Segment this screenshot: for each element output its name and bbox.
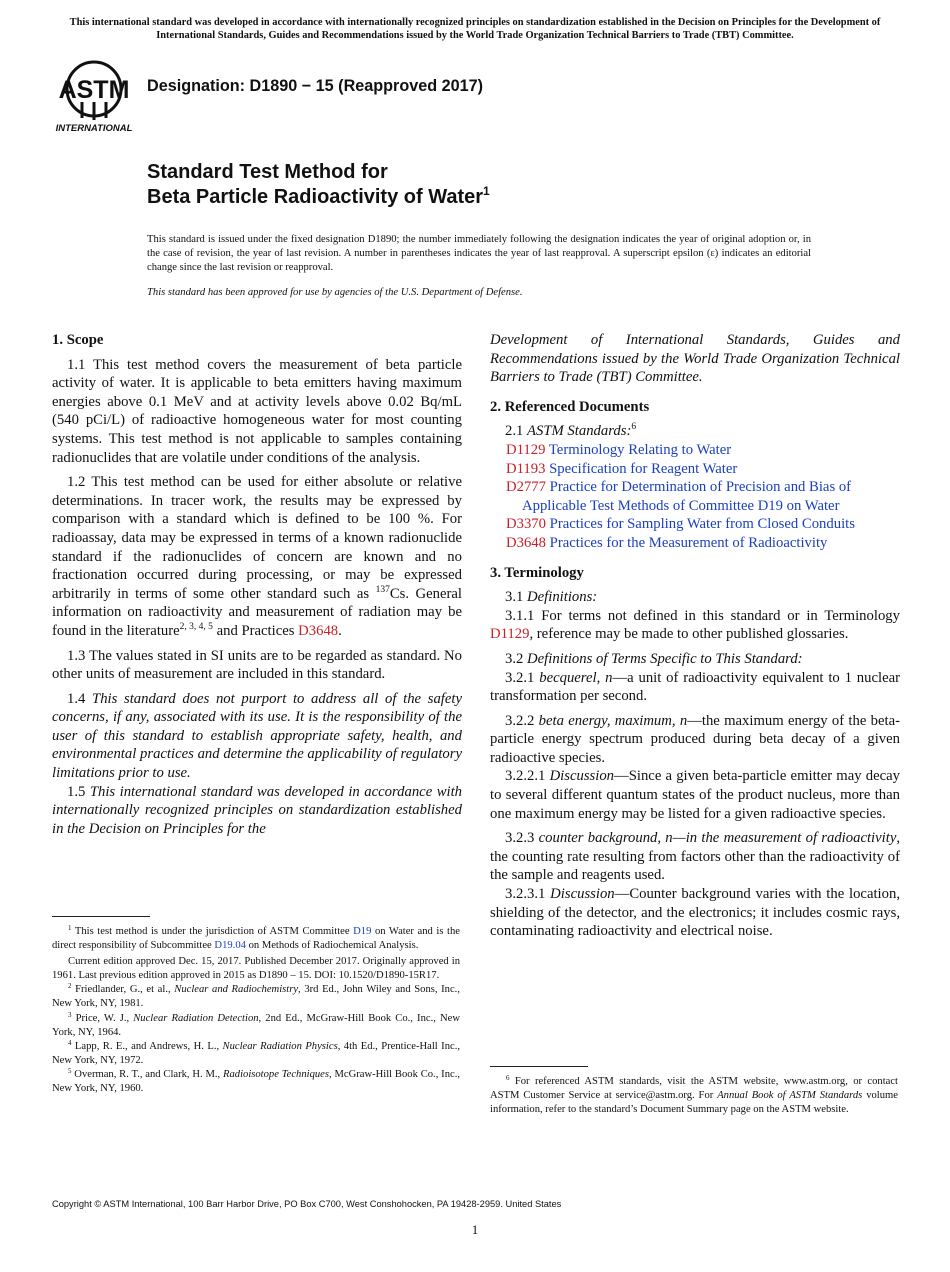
ref-item-d3370[interactable]: D3370 Practices for Sampling Water from Closed Conduits: [506, 516, 855, 533]
footnotes-right: [490, 1075, 898, 1117]
para-1-3: 1.3 The values stated in SI units are to be regarded as standard. No other units of measurement are included in this standard.: [52, 647, 462, 683]
right-column: [490, 331, 900, 941]
para-1-4: 1.4 This standard does not purport to address all of the safety concerns, if any, associated with its use. It is the responsibility of the user of this standard to establish appropriate safety, health, and environmental practices and determine the applicability of regulatory limitations prior to use.: [52, 690, 463, 782]
para-3-2-2: 3.2.2 beta energy, maximum, n—the maximum energy of the beta-particle energy spectrum produced during beta decay of a given radioactive species.: [490, 712, 901, 766]
para-3-1-1: 3.1.1 For terms not defined in this standard or in Terminology D1129, reference may be made to other published glossaries.: [490, 607, 900, 643]
link-d19[interactable]: D19: [353, 926, 372, 937]
link-d1129[interactable]: D1129: [490, 626, 530, 643]
title-line-2-text: Beta Particle Radioactivity of Water: [147, 186, 484, 208]
para-3-2-2-1: 3.2.2.1 Discussion—Since a given beta-particle emitter may decay to several different quantum states of the product nucleus, more than one maximum energy may be listed for a given radioactive species.: [490, 768, 901, 822]
dod-note: This standard has been approved for use by agencies of the U.S. Department of Defense.: [147, 287, 523, 298]
ref-item-d3648[interactable]: D3648 Practices for the Measurement of Radioactivity: [506, 534, 828, 551]
para-1-5-continued: Development of International Standards, Guides and Recommendations issued by the World Trade Organization Technical Barriers to Trade (TBT) Committee.: [490, 332, 900, 386]
footnote-2: $^2$ Friedlander, G., et al., Nuclear and Radiochemistry, 3rd Ed., John Wiley and Sons, Inc., New York, NY, 1981.: [52, 982, 460, 1010]
para-3-2-3: 3.2.3 counter background, n—in the measurement of radioactivity, the counting rate resulting from factors other than the radioactivity of the sample and reagents used.: [490, 830, 901, 884]
scope-heading: 1. Scope: [52, 332, 104, 348]
designation: Designation: D1890 − 15 (Reapproved 2017): [147, 77, 484, 95]
document-title: [147, 160, 490, 210]
copyright-notice: Copyright © ASTM International, 100 Barr Harbor Drive, PO Box C700, West Conshohocken, PA 19428-2959. United States: [52, 1199, 562, 1209]
left-column: [52, 331, 462, 838]
footnote-3: $^3$ Price, W. J., Nuclear Radiation Detection, 2nd Ed., McGraw-Hill Book Co., Inc., New York, NY, 1964.: [52, 1010, 460, 1038]
footnote-4: $^4$ Lapp, R. E., and Andrews, H. L., Nuclear Radiation Physics, 4th Ed., Prentice-Hall Inc., New York, NY, 1972.: [52, 1038, 460, 1066]
ref-item-d1129[interactable]: D1129 Terminology Relating to Water: [506, 441, 732, 458]
referenced-documents-heading: 2. Referenced Documents: [490, 398, 650, 415]
para-3-1: 3.1 Definitions:: [505, 589, 598, 606]
para-3-2: 3.2 Definitions of Terms Specific to This Standard:: [505, 650, 803, 667]
logo-subtext: INTERNATIONAL: [55, 123, 133, 134]
para-3-2-1: 3.2.1 becquerel, n—a unit of radioactivity equivalent to 1 nuclear transformation per second.: [490, 669, 900, 705]
link-d3648[interactable]: D3648: [298, 622, 339, 639]
terminology-heading: 3. Terminology: [490, 564, 584, 581]
ref-item-d2777[interactable]: D2777 Practice for Determination of Precision and Bias of Applicable Test Methods of Committee D19 on Water: [506, 479, 852, 514]
footnote-6: $^6$ For referenced ASTM standards, visit the ASTM website, www.astm.org, or contact ASTM Customer Service at service@astm.org. For Annual Book of ASTM Standards volume information, refer to the standard’s Document Summary page on the ASTM website.: [490, 1074, 898, 1116]
issue-note: This standard is issued under the fixed designation D1890; the number immediately following the designation indicates the year of original adoption or, in the case of revision, the year of last revision. A number in parentheses indicates the year of last reapproval. A superscript epsilon (ε) indicates an editorial change since the last revision or reapproval.: [147, 234, 811, 274]
title-footnote-ref[interactable]: 1: [483, 184, 490, 198]
footnote-1-edition: Current edition approved Dec. 15, 2017. Published December 2017. Originally approved in 1961. Last previous edition approved in 2015 as D1890 – 15. DOI: 10.1520/D1890-15R17.: [52, 956, 460, 982]
footnotes-left: [52, 925, 460, 1096]
astm-logo: [52, 56, 136, 134]
footnote-5: $^5$ Overman, R. T., and Clark, H. M., Radioisotope Techniques, McGraw-Hill Book Co., Inc., New York, NY, 1960.: [52, 1066, 460, 1095]
astm-standards-subheading: 2.1 ASTM Standards:$^6$: [505, 422, 637, 440]
ref-item-d1193[interactable]: D1193 Specification for Reagent Water: [506, 460, 738, 477]
title-line-1: Standard Test Method for: [147, 161, 388, 183]
title-line-2: [147, 185, 490, 210]
footnote-rule-right: [490, 1066, 588, 1067]
literature-refs[interactable]: 2, 3, 4, 5: [179, 621, 213, 632]
para-1-1: 1.1 This test method covers the measurement of beta particle activity of water. It is applicable to beta emitters having maximum energies above 0.1 MeV and at activity levels above 0.02 Bq/mL (540 pCi/L) of radioactive homogeneous water for most counting systems. This test method is not applicable to samples containing radionuclides that are volatile under conditions of the analysis.: [52, 356, 462, 466]
para-3-2-3-1: 3.2.3.1 Discussion—Counter background varies with the location, shielding of the detector, and the electronics; it includes cosmic rays, contaminating radioactivity and electrical noise.: [490, 886, 900, 940]
footnote-1: $^1$ This test method is under the jurisdiction of ASTM Committee D19 on Water and is the direct responsibility of Subcommittee D19.04 on Methods of Radiochemical Analysis.: [52, 924, 460, 952]
logo-text: ASTM: [58, 76, 130, 104]
footnote-rule-left: [52, 916, 150, 917]
link-d19-04[interactable]: D19.04: [214, 940, 246, 952]
para-1-5: 1.5 This international standard was developed in accordance with internationally recognized principles on standardization established in the Decision on Principles for the: [52, 783, 462, 837]
top-notice: This international standard was developed in accordance with internationally recognized principles on standardization established in the Decision on Principles for the Development of International Standards, Guides and Recommendations issued by the World Trade Organization Technical Barriers to Trade (TBT) Committee.: [69, 17, 881, 41]
page-number: 1: [471, 1222, 479, 1237]
para-1-2: 1.2 This test method can be used for either absolute or relative determinations. In tracer work, the results may be expressed by comparison with a standard which is defined to be 100 %. For radioassay, data may be expressed in terms of a known radionuclide standard if the radionuclides of concern are known and no fractionation occurred during processing, or may be expressed arbitrarily in terms of some other standard such as $^{137}$Cs. General information on radioactivity and measurement of radiation may be found in the literature$^{2, 3, 4, 5}$ and Practices D3648.: [52, 474, 463, 639]
